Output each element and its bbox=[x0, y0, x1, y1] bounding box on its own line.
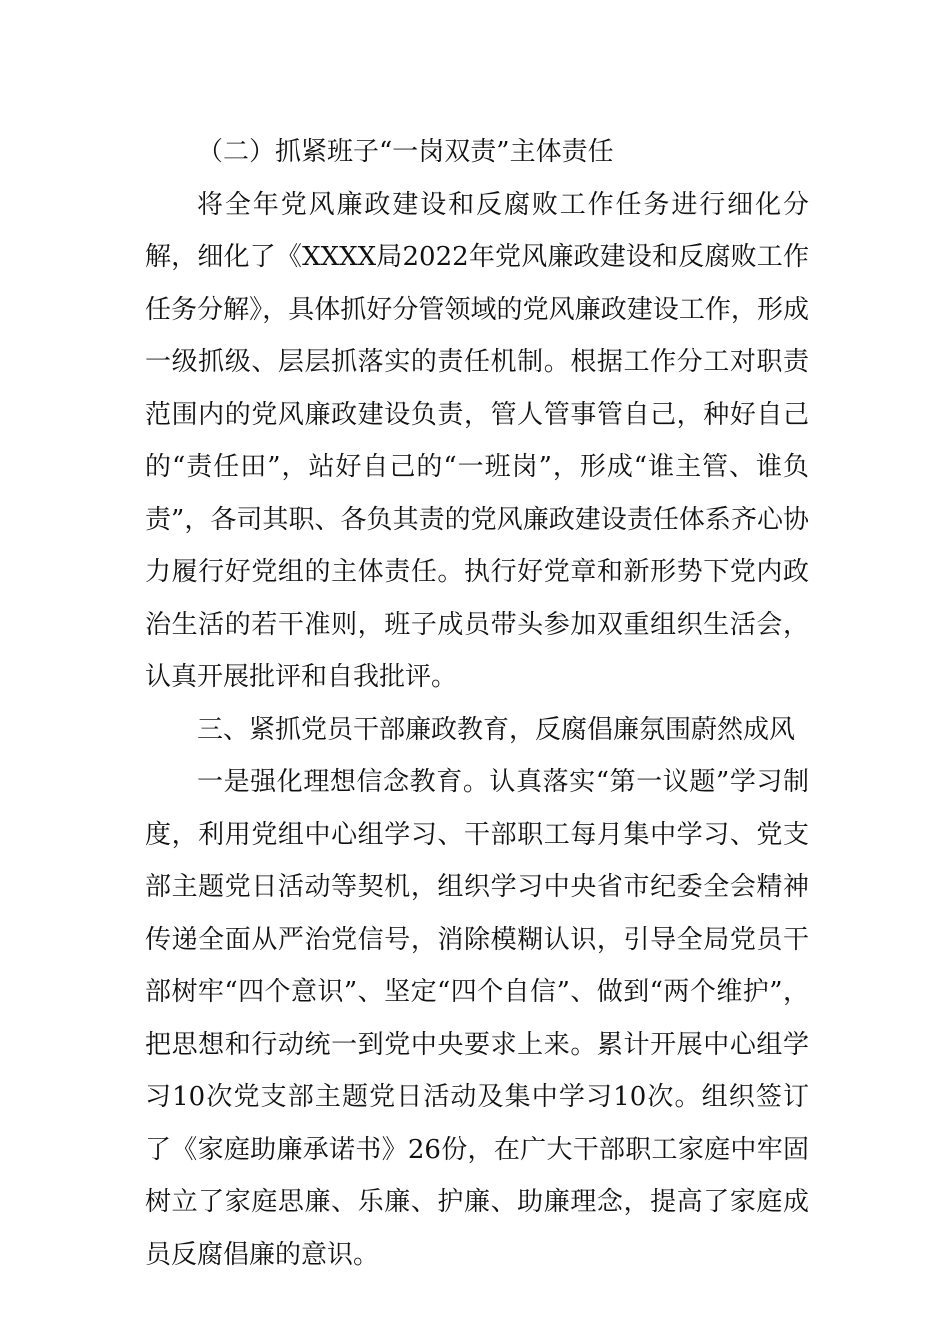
section-heading-3: 三、紧抓党员干部廉政教育，反腐倡廉氛围蔚然成风 bbox=[197, 714, 796, 745]
document-body bbox=[145, 126, 809, 1281]
section-heading-2: （二）抓紧班子“一岗双责”主体责任 bbox=[197, 137, 614, 167]
body-paragraph-2: 一是强化理想信念教育。认真落实“第一议题”学习制度，利用党组中心组学习、干部职工每月集中学习、党支部主题党日活动等契机，组织学习中央省市纪委全会精神传递全面从严治党信号，消除模糊认识，引导全局党员干部树牢“四个意识”、坚定“四个自信”、做到“两个维护”，把思想和行动统一到党中央要求上来。累计开展中心组学习10次党支部主题党日活动及集中学习10次。组织签订了《家庭助廉承诺书》26份，在广大干部职工家庭中牢固树立了家庭思廉、乐廉、护廉、助廉理念，提高了家庭成员反腐倡廉的意识。 bbox=[145, 767, 809, 1270]
body-paragraph-1: 将全年党风廉政建设和反腐败工作任务进行细化分解，细化了《XXXX局2022年党风廉政建设和反腐败工作任务分解》，具体抓好分管领域的党风廉政建设工作，形成一级抓级、层层抓落实的责任机制。根据工作分工对职责范围内的党风廉政建设负责，管人管事管自己，种好自己的“责任田”，站好自己的“一班岗”，形成“谁主管、谁负责”，各司其职、各负其责的党风廉政建设责任体系齐心协力履行好党组的主体责任。执行好党章和新形势下党内政治生活的若干准则，班子成员带头参加双重组织生活会，认真开展批评和自我批评。 bbox=[145, 189, 809, 692]
